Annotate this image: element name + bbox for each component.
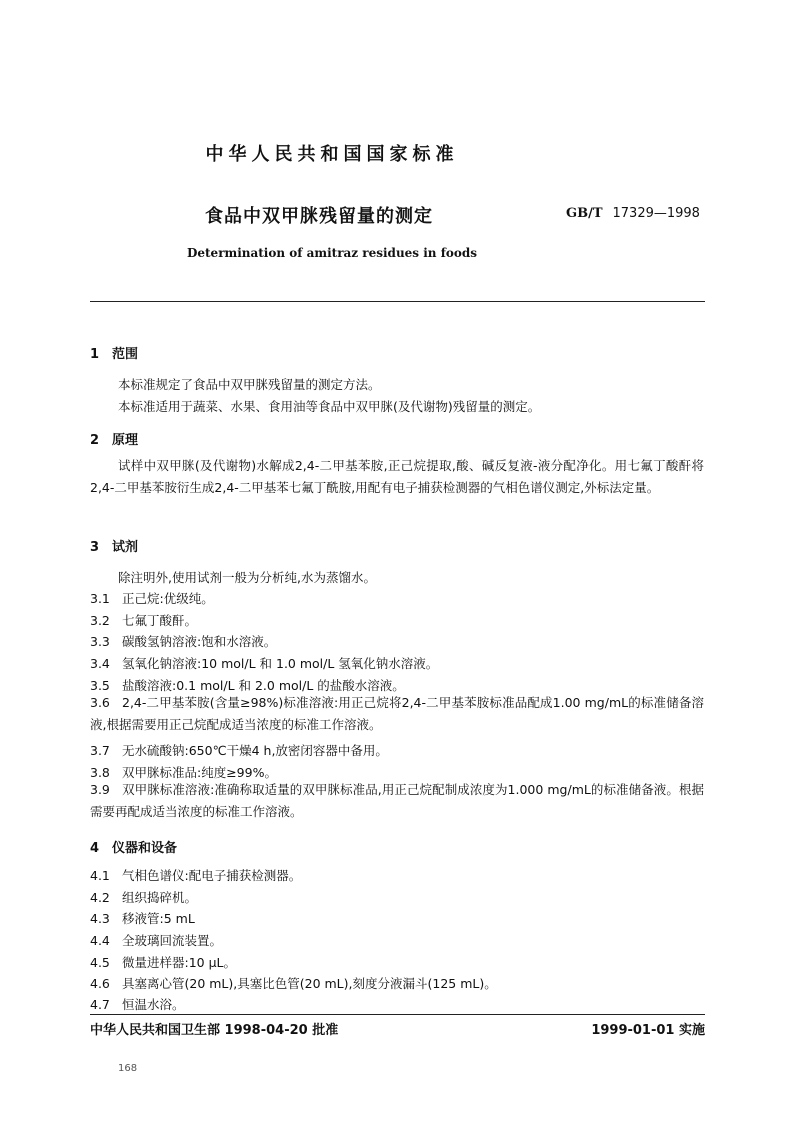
item-text: 微量进样器:10 μL。 bbox=[122, 955, 237, 970]
paragraph: 本标准适用于蔬菜、水果、食用油等食品中双甲脒(及代谢物)残留量的测定。 bbox=[118, 399, 541, 414]
item-number: 3.4 bbox=[90, 656, 110, 671]
list-item bbox=[90, 589, 214, 607]
national-standard-heading: 中华人民共和国国家标准 bbox=[205, 144, 459, 165]
list-item bbox=[90, 611, 197, 629]
approval-line: 中华人民共和国卫生部 1998-04-20 批准 bbox=[90, 1023, 339, 1038]
section-heading-reagents bbox=[90, 536, 138, 555]
list-item bbox=[90, 866, 301, 884]
list-item bbox=[90, 909, 195, 927]
section-title: 原理 bbox=[112, 433, 139, 448]
item-text: 正己烷:优级纯。 bbox=[122, 591, 214, 606]
paragraph: 试样中双甲脒(及代谢物)水解成2,4-二甲基苯胺,正己烷提取,酸、碱反复液-液分配净化。用七氟丁酸酐将2,4-二甲基苯胺衍生成2,4-二甲基苯七氟丁酰胺,用配有电子捕获检测器的气相色谱仪测定,外标法定量。 bbox=[90, 458, 704, 495]
item-number: 4.1 bbox=[90, 868, 110, 883]
section-title: 范围 bbox=[112, 347, 139, 362]
item-text: 氢氧化钠溶液:10 mol/L 和 1.0 mol/L 氢氧化钠水溶液。 bbox=[122, 656, 439, 671]
paragraph: 本标准规定了食品中双甲脒残留量的测定方法。 bbox=[118, 377, 381, 392]
item-number: 4.2 bbox=[90, 890, 110, 905]
document-title: 食品中双甲脒残留量的测定 bbox=[205, 206, 433, 227]
list-item bbox=[90, 654, 438, 672]
item-number: 3.6 bbox=[90, 695, 110, 710]
section-heading-apparatus bbox=[90, 837, 177, 856]
header-divider bbox=[90, 301, 705, 302]
item-number: 3.3 bbox=[90, 634, 110, 649]
item-text: 无水硫酸钠:650℃干燥4 h,放密闭容器中备用。 bbox=[122, 743, 388, 758]
paragraph: 除注明外,使用试剂一般为分析纯,水为蒸馏水。 bbox=[118, 570, 376, 585]
item-text: 具塞离心管(20 mL),具塞比色管(20 mL),刻度分液漏斗(125 mL)。 bbox=[122, 976, 497, 991]
section-number: 2 bbox=[90, 433, 100, 448]
item-text: 气相色谱仪:配电子捕获检测器。 bbox=[122, 868, 302, 883]
list-item bbox=[90, 779, 704, 823]
item-number: 3.8 bbox=[90, 765, 110, 780]
item-text: 双甲脒标准溶液:准确称取适量的双甲脒标准品,用正己烷配制成浓度为1.000 mg/mL的标准储备液。根据需要再配成适当浓度的标准工作溶液。 bbox=[90, 782, 704, 819]
implementation-date: 1999-01-01 实施 bbox=[591, 1023, 705, 1038]
section-title: 仪器和设备 bbox=[112, 841, 178, 856]
list-item bbox=[90, 953, 236, 971]
section-number: 4 bbox=[90, 841, 100, 856]
item-number: 3.7 bbox=[90, 743, 110, 758]
standard-prefix: GB/T bbox=[566, 206, 603, 221]
item-text: 双甲脒标准品:纯度≥99%。 bbox=[122, 765, 277, 780]
list-item bbox=[90, 692, 704, 736]
item-text: 恒温水浴。 bbox=[122, 997, 185, 1012]
item-text: 七氟丁酸酐。 bbox=[122, 613, 198, 628]
list-item bbox=[90, 741, 388, 759]
item-text: 盐酸溶液:0.1 mol/L 和 2.0 mol/L 的盐酸水溶液。 bbox=[122, 678, 405, 693]
item-text: 移液管:5 mL bbox=[122, 911, 195, 926]
section-heading-principle bbox=[90, 429, 138, 448]
item-number: 3.9 bbox=[90, 782, 110, 797]
list-item bbox=[90, 974, 497, 992]
standard-number bbox=[566, 206, 700, 221]
standard-code: 17329—1998 bbox=[612, 206, 700, 221]
section-number: 3 bbox=[90, 540, 100, 555]
item-number: 4.4 bbox=[90, 933, 110, 948]
item-number: 3.1 bbox=[90, 591, 110, 606]
item-number: 4.6 bbox=[90, 976, 110, 991]
item-number: 4.3 bbox=[90, 911, 110, 926]
english-title: Determination of amitraz residues in foods bbox=[186, 246, 478, 260]
item-text: 全玻璃回流装置。 bbox=[122, 933, 223, 948]
footer-divider bbox=[90, 1014, 705, 1015]
section-title: 试剂 bbox=[112, 540, 139, 555]
item-number: 4.5 bbox=[90, 955, 110, 970]
page-number: 168 bbox=[118, 1063, 138, 1074]
list-item bbox=[90, 888, 197, 906]
section-number: 1 bbox=[90, 347, 100, 362]
list-item bbox=[90, 632, 276, 650]
list-item bbox=[90, 931, 222, 949]
item-number: 4.7 bbox=[90, 997, 110, 1012]
item-text: 2,4-二甲基苯胺(含量≥98%)标准溶液:用正己烷将2,4-二甲基苯胺标准品配成1.00 mg/mL的标准储备溶液,根据需要用正己烷配成适当浓度的标准工作溶液。 bbox=[90, 695, 704, 732]
item-text: 碳酸氢钠溶液:饱和水溶液。 bbox=[122, 634, 277, 649]
section-heading-scope bbox=[90, 343, 138, 362]
list-item bbox=[90, 995, 185, 1013]
item-text: 组织捣碎机。 bbox=[122, 890, 198, 905]
item-number: 3.2 bbox=[90, 613, 110, 628]
item-number: 3.5 bbox=[90, 678, 110, 693]
